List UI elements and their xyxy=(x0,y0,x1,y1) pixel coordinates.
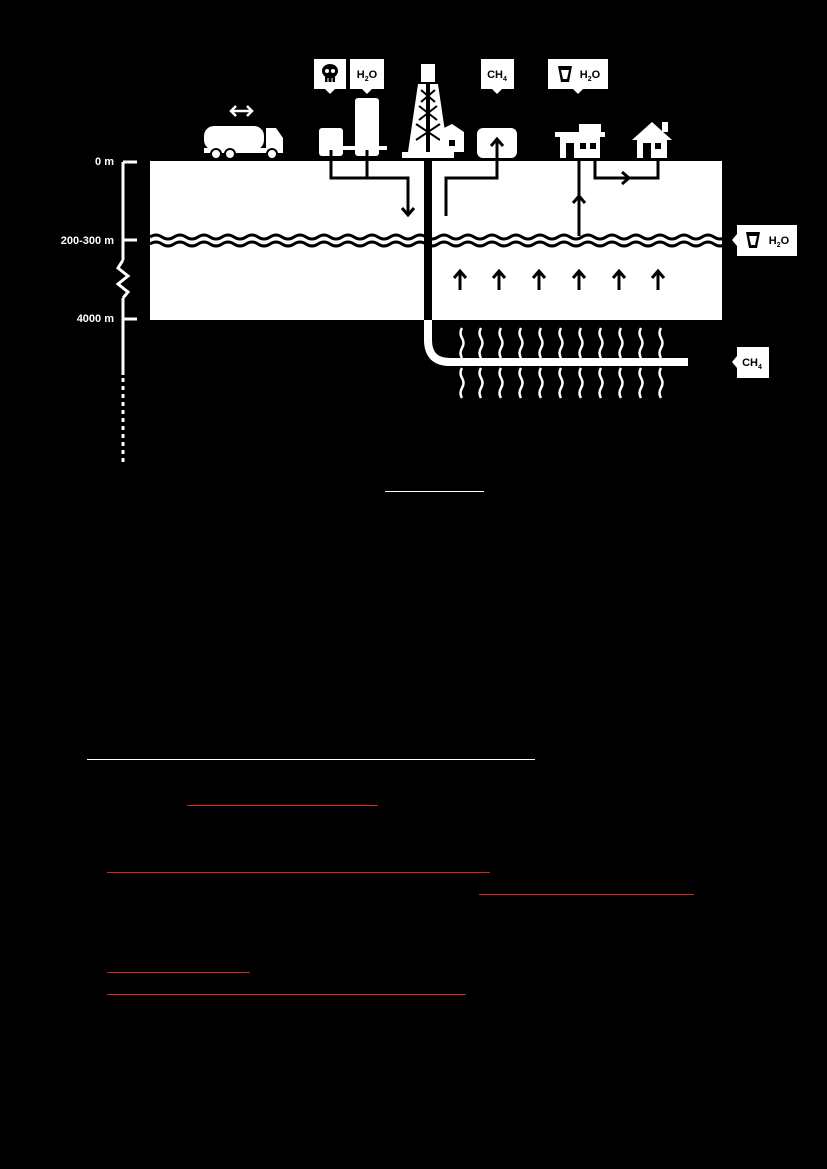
water-station-icon xyxy=(555,124,605,158)
toxic-tag xyxy=(314,59,346,94)
svg-text:H2O: $H_2O$ xyxy=(579,69,601,83)
waste-tanks-icon xyxy=(319,98,387,156)
reference-link-underline[interactable] xyxy=(107,994,466,995)
depth-label-surface: 0 m xyxy=(95,156,114,168)
depth-scale xyxy=(118,162,137,464)
svg-text:CH4: $CH_4$ xyxy=(487,69,507,83)
svg-text:CH4: $CH_4$ xyxy=(742,357,762,371)
double-arrow-icon xyxy=(231,106,252,116)
depth-label-shale: 4000 m xyxy=(76,313,114,325)
reference-link-underline[interactable] xyxy=(479,894,694,895)
tanker-truck-icon xyxy=(204,126,283,159)
svg-text:H2O: $H_2O$ xyxy=(356,69,378,83)
caption-link-underline[interactable] xyxy=(385,491,484,492)
methane-tag-top xyxy=(481,59,514,94)
reference-link-underline[interactable] xyxy=(107,972,250,973)
reference-link-underline[interactable] xyxy=(187,805,378,806)
depth-label-aquifer: 200-300 m xyxy=(60,235,114,247)
section-divider xyxy=(87,759,535,760)
waste-water-tag xyxy=(350,59,384,94)
methane-tag-side xyxy=(732,347,769,378)
svg-text:H2O: $H_2O$ xyxy=(768,235,790,249)
reference-link-underline[interactable] xyxy=(107,872,490,873)
drilling-rig-icon xyxy=(402,64,464,158)
drinking-water-tag-top xyxy=(548,59,608,94)
drinking-water-tag-side xyxy=(732,225,797,256)
house-icon xyxy=(632,122,672,158)
